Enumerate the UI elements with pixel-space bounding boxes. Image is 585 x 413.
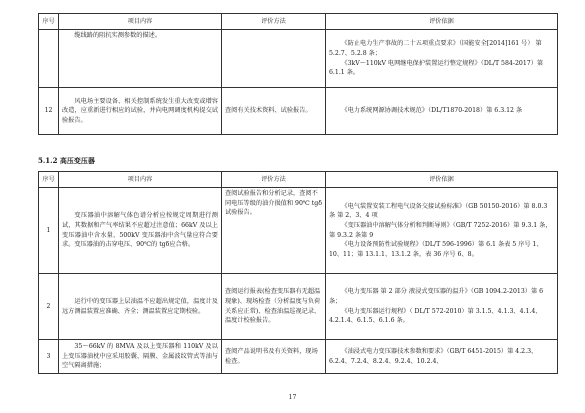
row-method <box>222 30 326 88</box>
header-method: 评价方法 <box>222 172 326 188</box>
header-number: 序号 <box>39 172 59 188</box>
row-basis <box>326 188 558 274</box>
row-basis <box>326 88 558 135</box>
transformer-evaluation-table <box>38 171 558 374</box>
header-method: 评价方法 <box>222 14 326 30</box>
table-row <box>39 88 558 135</box>
table-row <box>39 30 558 88</box>
row-content: 风电场主要设备、相关控制系统发生重大改变或增容改造，应重新进行相应的试验，并向电网调度机构提交试验报告。 <box>59 88 222 135</box>
row-method: 查阅试验报告和分析记录，查阅不同电压等级的油介损值和 90℃ tgδ试验报告。 <box>222 188 326 274</box>
header-content: 项目内容 <box>59 14 222 30</box>
header-number: 序号 <box>39 14 59 30</box>
basis-line: 《电力变压器运行规程》（ DL/T 572-2010）第 3.1.5、4.1.3、4.1.4、4.2.1.4、6.1.5、6.1.6 条。 <box>329 307 542 325</box>
row-content: 运行中的变压器上层油温不应超出规定值，温度计及远方测温装置应准确、齐全；测温装置应定期校验。 <box>59 274 222 340</box>
header-basis: 评价依据 <box>326 14 558 30</box>
table-row <box>39 274 558 340</box>
row-number: 1 <box>39 188 59 274</box>
evaluation-table-continued <box>38 13 558 135</box>
page-number: 17 <box>288 394 297 401</box>
row-content: 变压器油中溶解气体色谱分析应按规定周期进行测试，其数据和产气率结果不应超过注意值；66kV 及以上变压器油中含水量、500kV 变压器油中含气量应符合要求。变压器油的击穿电压、90℃的 tgδ应合格。 <box>59 188 222 274</box>
table-header-row <box>39 172 558 188</box>
row-number: 3 <box>39 340 59 374</box>
table-row <box>39 340 558 374</box>
row-basis <box>326 30 558 88</box>
basis-line: 《电力变压器 第 2 部分 液浸式变压器的温升》（GB 1094.2-2013）第 6 条； <box>329 288 544 305</box>
section-title: 5.1.2 高压变压器 <box>38 156 95 165</box>
table-header-row <box>39 14 558 30</box>
row-basis <box>326 340 558 374</box>
row-method: 查阅有关技术资料、试验报告。 <box>222 88 326 135</box>
row-method: 查阅运行报表(检查变压器有无超温现象)、现场检查（分析温度与负荷关系应正常)、检查油温巡视记录、温度计校验报告。 <box>222 274 326 340</box>
basis-line: 《油浸式电力变压器技术参数和要求》（GB/T 6451-2015）第 4.2.3、6.2.4、7.2.4、8.2.4、9.2.4、10.2.4、 <box>329 347 538 365</box>
row-number: 12 <box>39 88 59 135</box>
header-content: 项目内容 <box>59 172 222 188</box>
row-number <box>39 30 59 88</box>
basis-line: 《电力系统网源协调技术规范》（DL/T1870-2018）第 6.3.12 条 <box>341 107 523 115</box>
basis-line: 《3kV～110kV 电网继电保护装置运行整定规程》（DL/T 584-2017）第 6.1.1 条。 <box>329 59 544 77</box>
row-method: 查阅产品说明书及有关资料，现场检查。 <box>222 340 326 374</box>
basis-line: 《防止电力生产事故的二十五项重点要求》（国能安全[2014]161 号） 第 5.2.7、5.2.8 条； <box>329 40 542 57</box>
row-content: 35～66kV 的 8MVA 及以上变压器和 110kV 及以上变压器油枕中应采用胶囊、隔膜、金属波纹管式等油与空气隔离措施； <box>59 340 222 374</box>
basis-line: 《电力设备预防性试验规程》（DL/T 596-1996）第 6.1 条表 5 序号 1、10、11；第 13.1.1、13.1.2 条，表 36 序号 6、8。 <box>329 241 543 258</box>
row-content: 缆线路的阻抗实测参数的描述。 <box>59 30 222 88</box>
row-number: 2 <box>39 274 59 340</box>
basis-line: 《变压器油中溶解气体分析和判断导则》（GB/T 7252-2016）第 9.3.1 条，第 9.3.2 条第 9 <box>329 221 552 239</box>
row-basis <box>326 274 558 340</box>
table-row <box>39 188 558 274</box>
header-basis: 评价依据 <box>326 172 558 188</box>
basis-line: 《电气装置安装工程电气设备交接试验标准》（GB 50150-2016）第 8.0.3 条 第 2、3、4 项 <box>329 202 548 220</box>
